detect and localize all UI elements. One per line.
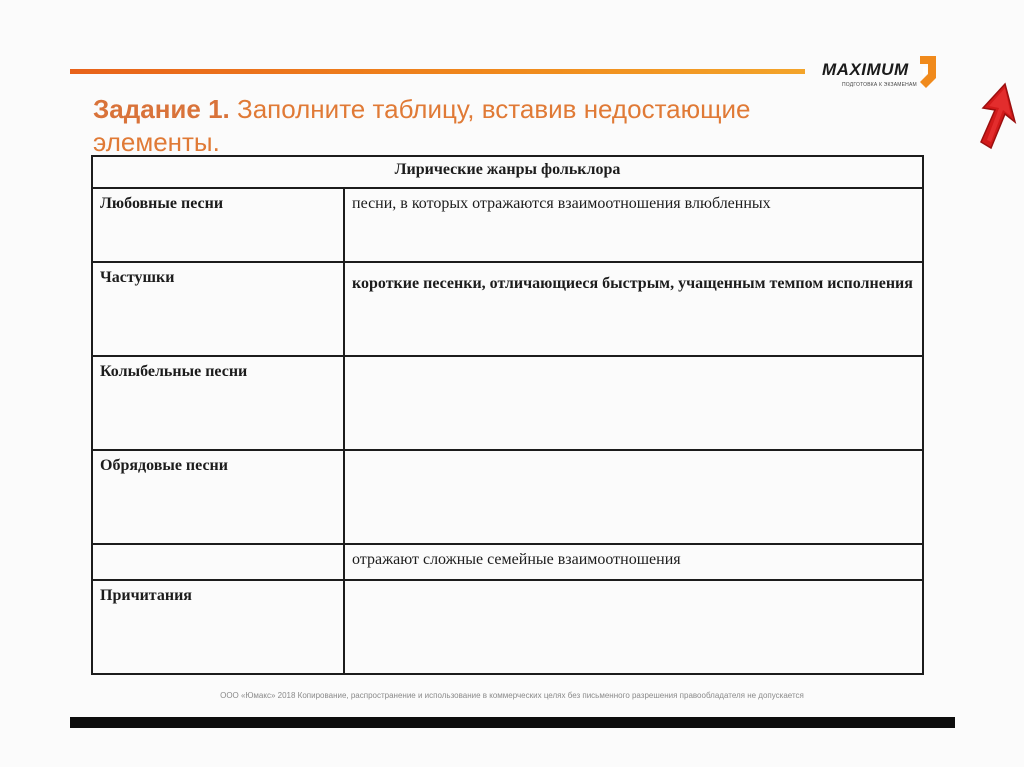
table-row [92,580,923,674]
description-cell: песни, в которых отражаются взаимоотношения влюбленных [344,188,923,262]
description-cell [344,580,923,674]
top-orange-rule [70,69,805,74]
description-cell: короткие песенки, отличающиеся быстрым, учащенным темпом исполнения [344,262,923,356]
task-number: Задание 1. [93,94,230,124]
table-caption: Лирические жанры фольклора [92,156,923,188]
red-arrow-cursor-icon [975,82,1019,154]
genre-cell: Частушки [92,262,344,356]
genre-cell [92,544,344,580]
table-row [92,450,923,544]
logo-mark-icon [914,54,938,90]
maximum-logo [822,52,942,96]
task-heading [93,93,853,159]
genre-cell: Причитания [92,580,344,674]
genre-cell: Колыбельные песни [92,356,344,450]
bottom-black-rule [70,717,955,728]
copyright-note: ООО «Юмакс» 2018 Копирование, распространение и использование в коммерческих целях без письменного разрешения правообладателя не допускается [220,691,804,700]
genre-cell: Любовные песни [92,188,344,262]
table-row [92,544,923,580]
task-instruction: Заполните таблицу, вставив недостающие элементы. [93,94,751,157]
logo-subtitle: ПОДГОТОВКА К ЭКЗАМЕНАМ [842,82,917,88]
table-header-row [92,156,923,188]
genre-cell: Обрядовые песни [92,450,344,544]
table-row [92,356,923,450]
lyric-genres-table [91,155,924,675]
table-row [92,188,923,262]
description-cell: отражают сложные семейные взаимоотношения [344,544,923,580]
description-cell [344,356,923,450]
description-cell [344,450,923,544]
logo-wordmark: MAXIMUM [822,60,909,79]
table-row [92,262,923,356]
